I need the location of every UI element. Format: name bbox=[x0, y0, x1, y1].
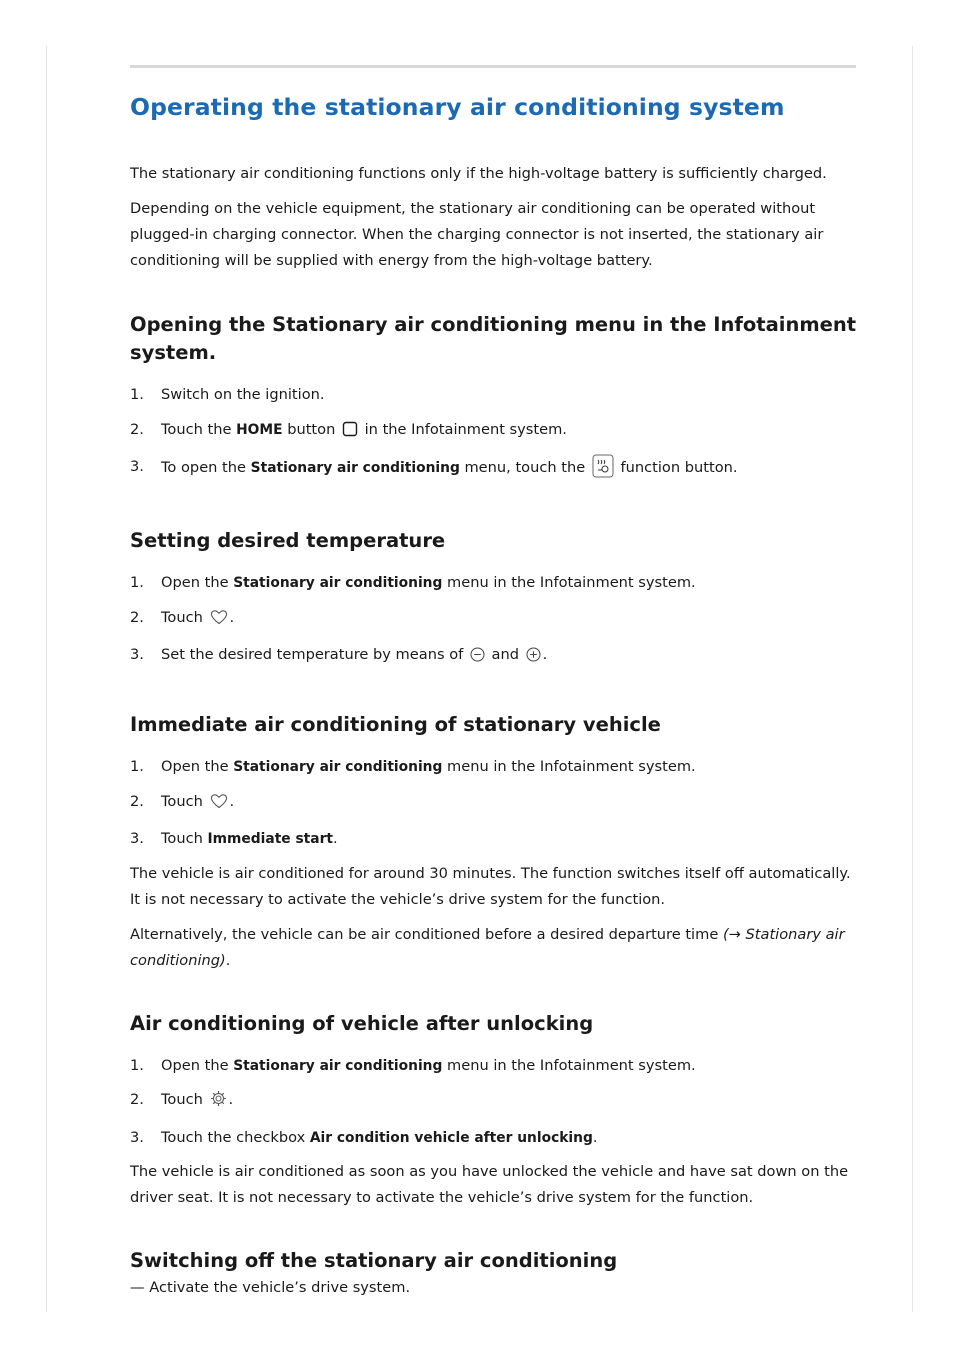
step-number: 3. bbox=[130, 830, 144, 847]
document-body bbox=[130, 88, 865, 1301]
step-number: 1. bbox=[130, 758, 144, 775]
steps-opening-menu bbox=[130, 382, 865, 487]
list-item bbox=[130, 642, 865, 671]
list-item bbox=[130, 1125, 865, 1151]
step-number: 2. bbox=[130, 1091, 144, 1108]
step-text: . bbox=[229, 608, 235, 626]
list-item bbox=[130, 570, 865, 596]
step-text: To open the bbox=[161, 459, 251, 476]
step-number: 3. bbox=[130, 1128, 144, 1146]
bold-term: Stationary air conditioning bbox=[233, 1057, 443, 1074]
cross-reference-link[interactable]: (→ Stationary air conditioning) bbox=[130, 925, 845, 969]
step-text: Touch bbox=[161, 830, 208, 847]
settings-gear-icon bbox=[210, 1090, 227, 1116]
step-text: . bbox=[332, 830, 338, 847]
bold-term: Immediate start bbox=[207, 831, 333, 847]
unlock-paragraph: The vehicle is air conditioned as soon as you have unlocked the vehicle and have sat down on the driver seat. It is not necessary to activate the vehicle’s drive system for the function. bbox=[130, 1163, 849, 1206]
plus-circle-icon bbox=[526, 645, 541, 671]
step-number: 1. bbox=[130, 1056, 144, 1074]
stationary-climate-icon bbox=[592, 454, 614, 487]
heart-icon bbox=[210, 608, 228, 634]
step-text: Switch on the ignition. bbox=[161, 386, 325, 403]
heading-immediate-air-conditioning: Immediate air conditioning of stationary vehicle bbox=[130, 713, 661, 736]
list-item bbox=[130, 605, 865, 634]
step-text: button bbox=[282, 420, 340, 438]
step-number: 1. bbox=[130, 574, 144, 591]
immediate-paragraph-1: The vehicle is air conditioned for around 30 minutes. The function switches itself off automatically. It is not necessary to activate the vehicle’s drive system for the function. bbox=[130, 864, 851, 908]
step-text: Open the bbox=[161, 758, 234, 775]
steps-after-unlocking bbox=[130, 1053, 865, 1151]
step-text: . bbox=[228, 1091, 234, 1108]
heading-setting-temperature: Setting desired temperature bbox=[130, 529, 446, 552]
immediate-paragraph-2 bbox=[130, 922, 865, 974]
steps-immediate-air-conditioning bbox=[130, 754, 865, 852]
bold-term: Stationary air conditioning bbox=[250, 460, 460, 476]
step-number: 2. bbox=[130, 420, 144, 438]
step-text: Touch the checkbox bbox=[161, 1128, 310, 1146]
step-text: Open the bbox=[161, 1056, 234, 1074]
step-number: 2. bbox=[130, 608, 144, 626]
step-number: 3. bbox=[130, 458, 144, 475]
step-text: . bbox=[592, 1128, 598, 1146]
step-text: function button. bbox=[615, 459, 738, 476]
step-text: menu in the Infotainment system. bbox=[442, 758, 696, 775]
list-item bbox=[130, 1053, 865, 1079]
heading-switching-off: Switching off the stationary air conditioning bbox=[130, 1249, 618, 1272]
step-text: Set the desired temperature by means of bbox=[161, 646, 468, 663]
bold-term: Stationary air conditioning bbox=[233, 575, 443, 591]
bold-term: HOME bbox=[236, 421, 283, 438]
minus-circle-icon bbox=[470, 645, 485, 671]
list-item bbox=[130, 789, 865, 818]
switch-off-item: — Activate the vehicle’s drive system. bbox=[130, 1279, 411, 1296]
bold-term: Stationary air conditioning bbox=[233, 759, 443, 775]
intro-paragraph-2: Depending on the vehicle equipment, the stationary air conditioning can be operated without plugged-in charging connector. When the charging connector is not inserted, the stationary air conditioning will be supplied with energy from the high-voltage battery. bbox=[130, 200, 824, 269]
step-text: . bbox=[229, 792, 235, 810]
step-text: Touch bbox=[161, 792, 208, 810]
list-item bbox=[130, 417, 865, 446]
list-item bbox=[130, 454, 865, 487]
home-button-icon bbox=[342, 420, 358, 446]
heading-opening-menu: Opening the Stationary air conditioning menu in the Infotainment system. bbox=[130, 313, 857, 364]
page-frame-right bbox=[912, 46, 913, 1312]
step-text: Touch bbox=[161, 1091, 208, 1108]
bold-term: Air condition vehicle after unlocking bbox=[309, 1129, 593, 1146]
step-text: menu in the Infotainment system. bbox=[442, 1056, 696, 1074]
paragraph-text: Alternatively, the vehicle can be air conditioned before a desired departure time bbox=[130, 925, 723, 943]
list-item bbox=[130, 382, 865, 408]
page-frame-left bbox=[46, 46, 47, 1312]
step-text: Open the bbox=[161, 574, 234, 591]
intro-paragraph-1: The stationary air conditioning functions only if the high-voltage battery is sufficiently charged. bbox=[130, 165, 827, 182]
step-number: 3. bbox=[130, 646, 144, 663]
list-item bbox=[130, 1087, 865, 1116]
list-item bbox=[130, 826, 865, 852]
heading-after-unlocking: Air conditioning of vehicle after unlocking bbox=[130, 1011, 594, 1035]
heart-icon bbox=[210, 792, 228, 818]
page-title: Operating the stationary air conditioning system bbox=[130, 93, 785, 121]
step-number: 2. bbox=[130, 792, 144, 810]
step-text: in the Infotainment system. bbox=[359, 420, 567, 438]
list-item bbox=[130, 754, 865, 780]
step-text: menu, touch the bbox=[459, 459, 590, 476]
step-number: 1. bbox=[130, 386, 144, 403]
step-text: and bbox=[486, 646, 524, 663]
step-text: menu in the Infotainment system. bbox=[442, 574, 696, 591]
paragraph-text: . bbox=[225, 951, 231, 969]
steps-setting-temperature bbox=[130, 570, 865, 671]
step-text: . bbox=[542, 646, 548, 663]
top-divider bbox=[130, 65, 856, 68]
step-text: Touch bbox=[161, 608, 208, 626]
step-text: Touch the bbox=[161, 420, 237, 438]
